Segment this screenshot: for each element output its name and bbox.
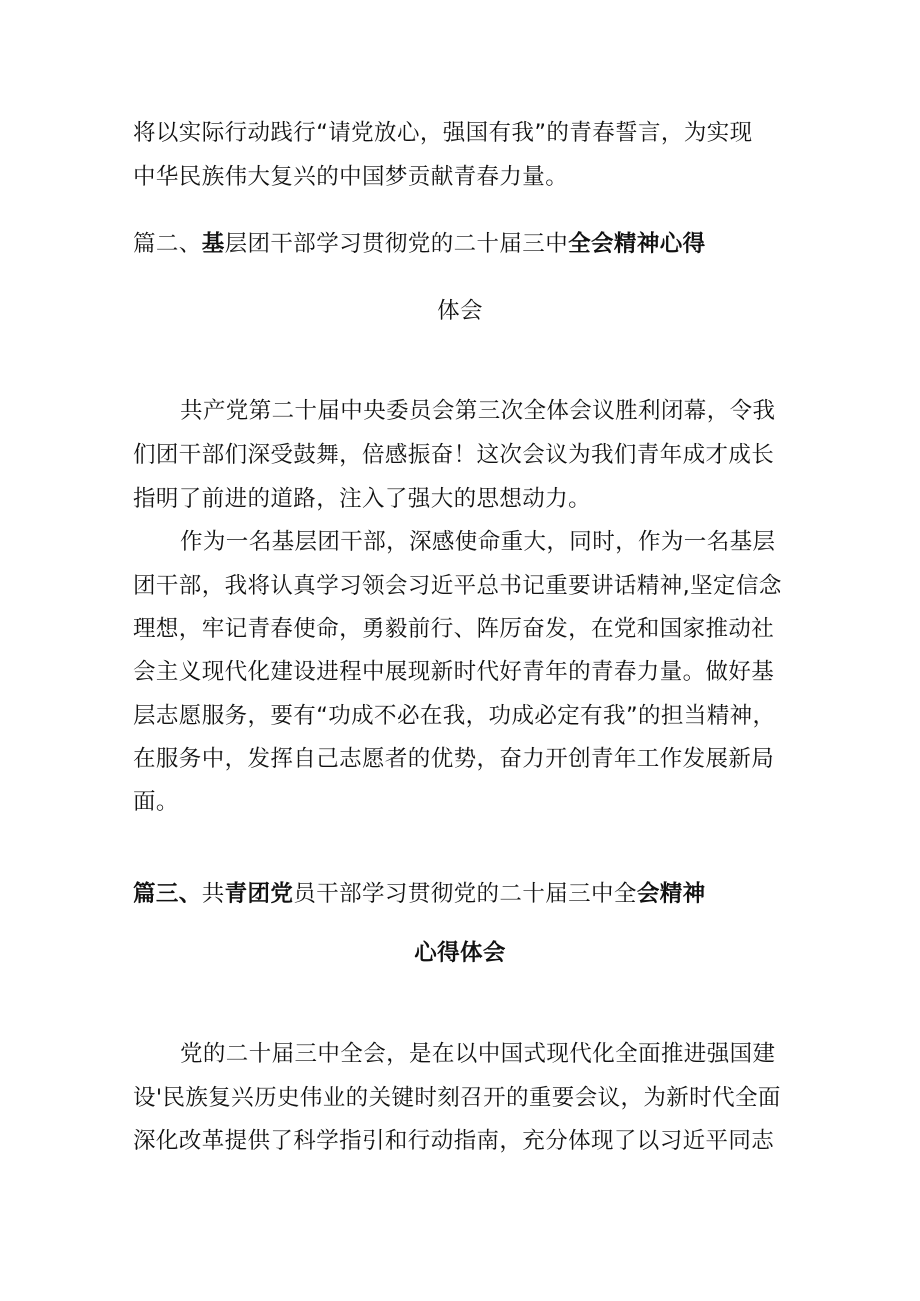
section3-title-mid: 员干部学习贯彻党的二十届三中全: [293, 881, 637, 907]
intro-line-1: 将以实际行动践行“请党放心，强国有我”的青春誓言，为实现: [133, 120, 753, 146]
section3-title-prefix: 篇三、: [133, 881, 202, 907]
section2-title-mid: 层团干部学习贯彻党的二十届三中: [224, 231, 569, 257]
section2-para2-line4: 会主义现代化建设进程中展现新时代好青年的青春力量。做好基: [133, 659, 775, 685]
section3-title-line2: 心得体会: [414, 940, 506, 966]
section2-title-line2: 体会: [437, 298, 483, 324]
section2-para2-line5: 层志愿服务，要有“功成不必在我，功成必定有我”的担当精神，: [133, 703, 776, 729]
section3-title-bold-e: 会精神: [636, 881, 706, 907]
section2-title-bold-a: 基: [201, 231, 225, 257]
section3-para1-line1: 党的二十届三中全会，是在以中国式现代化全面推进强国建: [180, 1041, 776, 1067]
section3-para1-line2: 设'民族复兴历史伟业的关键时刻召开的重要会议，为新时代全面: [133, 1085, 781, 1111]
section3-para1-line3: 深化改革提供了科学指引和行动指南，充分体现了以习近平同志: [133, 1128, 775, 1154]
section2-para1-line3: 指明了前进的道路，注入了强大的思想动力。: [133, 486, 592, 512]
section2-para2-line3: 理想，牢记青春使命，勇毅前行、阵厉奋发，在党和国家推动社: [133, 616, 775, 642]
section3-title-seg-b: 共: [201, 881, 225, 907]
section2-para1-line1: 共产党第二十届中央委员会第三次全体会议胜利闭幕，令我: [180, 398, 776, 424]
section3-title-line1: [133, 879, 706, 909]
section2-title-line1: [133, 229, 706, 259]
intro-line-2: 中华民族伟大复兴的中国梦贡献青春力量。: [133, 164, 569, 190]
section2-title-bold-b: 全会精神心得: [568, 231, 706, 257]
section2-para1-line2: 们团干部们深受鼓舞，倍感振奋！这次会议为我们青年成才成长: [133, 442, 775, 468]
section3-title-bold-c: 青团党: [224, 881, 294, 907]
section2-para2-line6: 在服务中，发挥自己志愿者的优势，奋力开创青年工作发展新局: [133, 746, 775, 772]
section2-para2-line7: 面。: [133, 789, 179, 815]
section2-para2-line1: 作为一名基层团干部，深感使命重大，同时，作为一名基层: [180, 529, 776, 555]
section2-para2-line2: 团干部，我将认真学习领会习近平总书记重要讲话精神,坚定信念: [133, 573, 782, 599]
section2-title-prefix: 篇二、: [133, 231, 202, 257]
